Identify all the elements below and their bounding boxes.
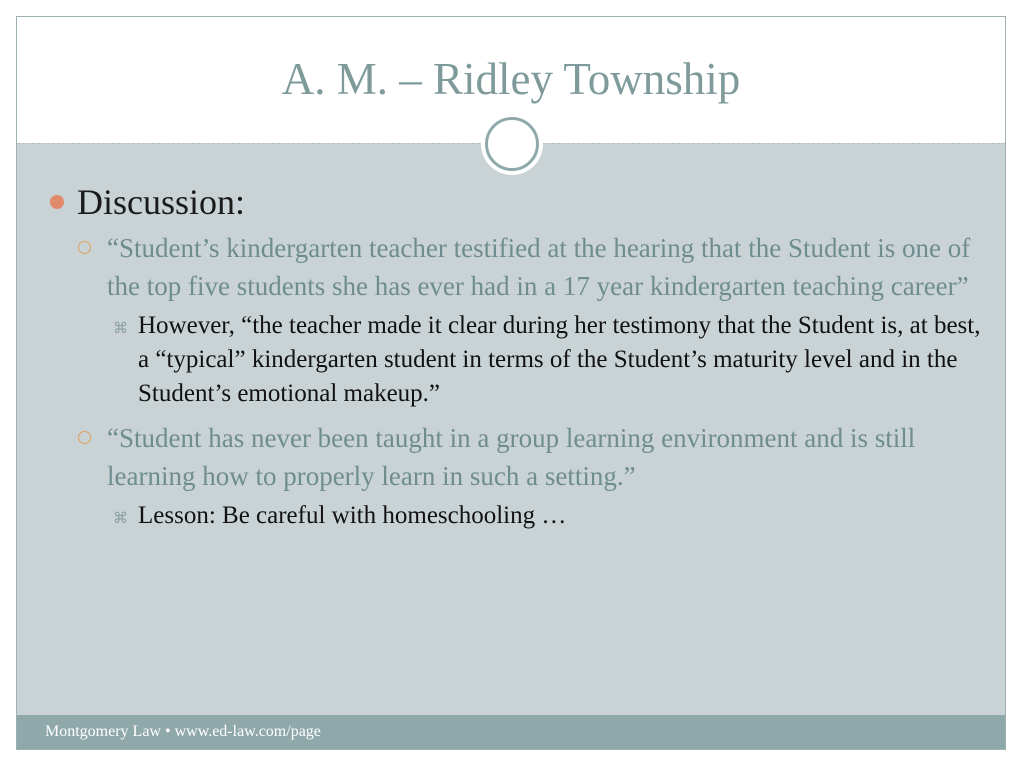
bullet-discussion [47,181,987,223]
hollow-circle-bullet-icon [78,431,91,444]
sub-bullet-2 [47,419,987,495]
discussion-heading: Discussion: [77,182,246,222]
sub-bullet-2-text: “Student has never been taught in a group learning environment and is still learning how to properly learn in such a setting.” [107,423,916,491]
filled-circle-bullet-icon [50,195,64,209]
sub-sub-bullet-1-text: However, “the teacher made it clear during her testimony that the Student is, at best, a “typical” kindergarten student in terms of the Student’s maturity level and in the Student’s emotional makeup.” [138,312,981,407]
sub-sub-bullet-2 [47,499,987,533]
hollow-circle-bullet-icon [78,241,91,254]
sub-sub-bullet-1 [47,309,987,411]
bowtie-bullet-icon: ⌘ [113,319,128,337]
sub-bullet-1 [47,229,987,305]
slide [16,16,1006,750]
sub-bullet-1-text: “Student’s kindergarten teacher testified at the hearing that the Student is one of the top five students she has ever had in a 17 year kindergarten teaching career” [107,233,971,301]
bowtie-bullet-icon: ⌘ [113,509,128,527]
ring-ornament-inner [485,117,539,171]
sub-sub-bullet-2-text: Lesson: Be careful with homeschooling … [138,502,567,529]
footer-text: Montgomery Law • www.ed-law.com/page [45,723,321,740]
slide-body [47,181,987,533]
slide-footer [17,715,1005,749]
slide-title: A. M. – Ridley Township [281,54,741,104]
ring-ornament-icon [481,113,543,175]
